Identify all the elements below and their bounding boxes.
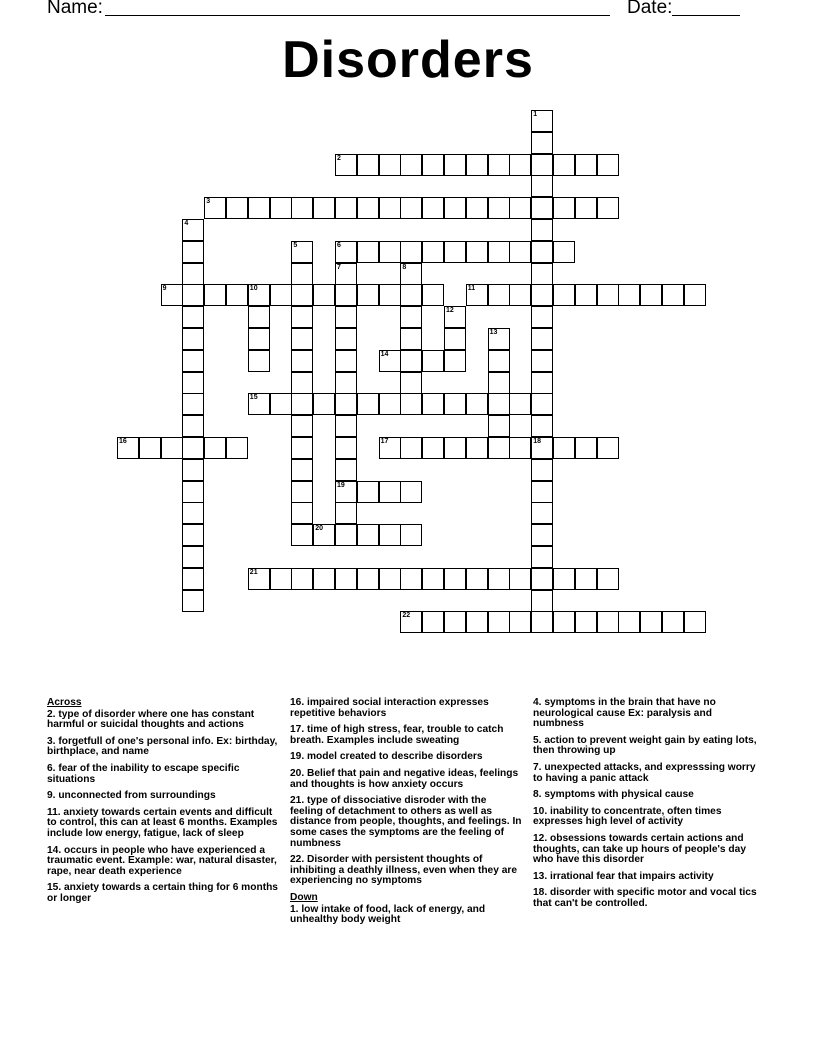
grid-cell[interactable] — [640, 284, 662, 306]
grid-cell[interactable] — [509, 284, 531, 306]
grid-cell[interactable] — [422, 437, 444, 459]
grid-cell[interactable] — [531, 284, 553, 306]
grid-cell[interactable] — [553, 568, 575, 590]
grid-cell[interactable] — [597, 197, 619, 219]
clue: 22. Disorder with persistent thoughts of inhibiting a deathly illness, even when they are experiencing no symptoms — [290, 854, 518, 887]
clue-number: 20 — [315, 525, 323, 533]
grid-cell[interactable] — [531, 481, 553, 503]
grid-cell[interactable] — [531, 590, 553, 612]
clue-number: 6 — [337, 241, 341, 249]
grid-cell[interactable] — [597, 611, 619, 633]
clues-column-3 — [533, 698, 765, 916]
grid-cell[interactable] — [291, 263, 313, 285]
grid-cell[interactable] — [204, 197, 226, 219]
clue-number: 19 — [337, 481, 345, 489]
grid-cell[interactable] — [531, 611, 553, 633]
grid-cell[interactable] — [182, 415, 204, 437]
grid-cell[interactable] — [575, 154, 597, 176]
grid-cell[interactable] — [488, 568, 510, 590]
grid-cell[interactable] — [531, 263, 553, 285]
grid-cell[interactable] — [509, 611, 531, 633]
grid-cell[interactable] — [182, 524, 204, 546]
clue: 10. inability to concentrate, often times expresses high level of activity — [533, 805, 722, 828]
clue-number: 11 — [467, 285, 476, 293]
clue: 1. low intake of food, lack of energy, and unhealthy body weight — [290, 903, 486, 926]
grid-cell[interactable] — [531, 372, 553, 394]
grid-cell[interactable] — [182, 263, 204, 285]
grid-cell[interactable] — [488, 611, 510, 633]
grid-cell[interactable] — [488, 393, 510, 415]
grid-cell[interactable] — [379, 524, 401, 546]
grid-cell[interactable] — [444, 241, 466, 263]
grid-cell[interactable] — [182, 393, 204, 415]
grid-cell[interactable] — [444, 197, 466, 219]
grid-cell[interactable] — [640, 611, 662, 633]
grid-cell[interactable] — [466, 611, 488, 633]
grid-cell[interactable] — [270, 284, 292, 306]
grid-cell[interactable] — [335, 568, 357, 590]
clue-number: 14 — [380, 350, 389, 358]
grid-cell[interactable] — [335, 437, 357, 459]
grid-cell[interactable] — [357, 568, 379, 590]
grid-cell[interactable] — [182, 284, 204, 306]
grid-cell[interactable] — [335, 197, 357, 219]
grid-cell[interactable] — [531, 197, 553, 219]
grid-cell[interactable] — [226, 437, 248, 459]
grid-cell[interactable] — [335, 481, 357, 503]
clue: 20. Belief that pain and negative ideas, feelings and thoughts is how anxiety occurs — [290, 767, 519, 790]
grid-cell[interactable] — [313, 524, 335, 546]
grid-cell[interactable] — [531, 110, 553, 132]
grid-cell[interactable] — [335, 350, 357, 372]
grid-cell[interactable] — [248, 306, 270, 328]
clue-number: 10 — [249, 285, 258, 293]
grid-cell[interactable] — [400, 197, 422, 219]
grid-cell[interactable] — [400, 611, 422, 633]
grid-cell[interactable] — [618, 284, 640, 306]
grid-cell[interactable] — [357, 524, 379, 546]
grid-cell[interactable] — [422, 154, 444, 176]
grid-cell[interactable] — [182, 306, 204, 328]
grid-cell[interactable] — [182, 459, 204, 481]
grid-cell[interactable] — [531, 306, 553, 328]
grid-cell[interactable] — [553, 154, 575, 176]
grid-cell[interactable] — [466, 437, 488, 459]
grid-cell[interactable] — [400, 306, 422, 328]
grid-cell[interactable] — [379, 197, 401, 219]
grid-cell[interactable] — [291, 350, 313, 372]
grid-cell[interactable] — [422, 393, 444, 415]
grid-cell[interactable] — [182, 328, 204, 350]
grid-cell[interactable] — [182, 437, 204, 459]
clue: 7. unexpected attacks, and expresssing worry to having a panic attack — [533, 761, 756, 784]
grid-cell[interactable] — [531, 393, 553, 415]
grid-cell[interactable] — [488, 154, 510, 176]
grid-cell[interactable] — [422, 284, 444, 306]
grid-cell[interactable] — [182, 219, 204, 241]
grid-cell[interactable] — [422, 197, 444, 219]
clue-number: 21 — [249, 568, 258, 576]
grid-cell[interactable] — [182, 350, 204, 372]
grid-cell[interactable] — [400, 284, 422, 306]
grid-cell[interactable] — [575, 284, 597, 306]
clue: 4. symptoms in the brain that have no neurological cause Ex: paralysis and numbness — [533, 697, 716, 730]
grid-cell[interactable] — [488, 197, 510, 219]
grid-cell[interactable] — [204, 284, 226, 306]
grid-cell[interactable] — [422, 611, 444, 633]
grid-cell[interactable] — [466, 568, 488, 590]
grid-cell[interactable] — [444, 437, 466, 459]
clue: 15. anxiety towards a certain thing for 6 months or longer — [47, 882, 278, 904]
grid-cell[interactable] — [335, 459, 357, 481]
grid-cell[interactable] — [597, 437, 619, 459]
grid-cell[interactable] — [597, 568, 619, 590]
grid-cell[interactable] — [509, 393, 531, 415]
grid-cell[interactable] — [531, 524, 553, 546]
grid-cell[interactable] — [313, 197, 335, 219]
grid-cell[interactable] — [357, 284, 379, 306]
grid-cell[interactable] — [182, 590, 204, 612]
grid-cell[interactable] — [313, 284, 335, 306]
grid-cell[interactable] — [597, 284, 619, 306]
grid-cell[interactable] — [313, 393, 335, 415]
grid-cell[interactable] — [553, 241, 575, 263]
grid-cell[interactable] — [357, 481, 379, 503]
grid-cell[interactable] — [335, 154, 357, 176]
grid-cell[interactable] — [509, 154, 531, 176]
grid-cell[interactable] — [662, 284, 684, 306]
clue: 21. type of dissociative disroder with the feeling of detachment to others as well as distance from people, thoughts, and feelings. In some cases the symptoms are the feeling of numbness — [290, 795, 522, 849]
grid-cell[interactable] — [488, 284, 510, 306]
grid-cell[interactable] — [466, 241, 488, 263]
clue: 16. impaired social interaction expresses repetitive behaviors — [290, 697, 489, 719]
clue: 3. forgetfull of one's personal info. Ex: birthday, birthplace, and name — [47, 735, 278, 758]
grid-cell[interactable] — [531, 241, 553, 263]
grid-cell[interactable] — [466, 393, 488, 415]
grid-cell[interactable] — [575, 568, 597, 590]
grid-cell[interactable] — [553, 284, 575, 306]
grid-cell[interactable] — [379, 481, 401, 503]
grid-cell[interactable] — [531, 350, 553, 372]
grid-cell[interactable] — [488, 328, 510, 350]
grid-cell[interactable] — [684, 284, 706, 306]
grid-cell[interactable] — [575, 437, 597, 459]
grid-cell[interactable] — [444, 393, 466, 415]
grid-cell[interactable] — [335, 415, 357, 437]
clue-number: 22 — [402, 612, 411, 620]
grid-cell[interactable] — [509, 241, 531, 263]
date-label: Date: — [627, 0, 673, 18]
grid-cell[interactable] — [357, 393, 379, 415]
grid-cell[interactable] — [379, 393, 401, 415]
clue-number: 7 — [337, 263, 341, 271]
grid-cell[interactable] — [444, 328, 466, 350]
grid-cell[interactable] — [531, 437, 553, 459]
grid-cell[interactable] — [488, 415, 510, 437]
grid-cell[interactable] — [488, 372, 510, 394]
grid-cell[interactable] — [270, 393, 292, 415]
grid-cell[interactable] — [291, 393, 313, 415]
grid-cell[interactable] — [291, 524, 313, 546]
grid-cell[interactable] — [444, 611, 466, 633]
grid-cell[interactable] — [444, 154, 466, 176]
grid-cell[interactable] — [400, 263, 422, 285]
clue-number: 1 — [533, 111, 538, 118]
grid-cell[interactable] — [139, 437, 161, 459]
grid-cell[interactable] — [379, 437, 401, 459]
grid-cell[interactable] — [182, 546, 204, 568]
grid-cell[interactable] — [400, 154, 422, 176]
grid-cell[interactable] — [379, 241, 401, 263]
grid-cell[interactable] — [444, 306, 466, 328]
clue: 19. model created to describe disorders — [290, 751, 483, 763]
grid-cell[interactable] — [400, 241, 422, 263]
grid-cell[interactable] — [531, 415, 553, 437]
grid-cell[interactable] — [357, 197, 379, 219]
grid-cell[interactable] — [335, 284, 357, 306]
clue-number: 2 — [337, 154, 341, 162]
grid-cell[interactable] — [117, 437, 139, 459]
grid-cell[interactable] — [531, 546, 553, 568]
grid-cell[interactable] — [400, 437, 422, 459]
grid-cell[interactable] — [531, 459, 553, 481]
grid-cell[interactable] — [553, 197, 575, 219]
grid-cell[interactable] — [400, 328, 422, 350]
grid-cell[interactable] — [575, 197, 597, 219]
grid-cell[interactable] — [335, 393, 357, 415]
grid-cell[interactable] — [553, 437, 575, 459]
grid-cell[interactable] — [291, 372, 313, 394]
grid-cell[interactable] — [357, 241, 379, 263]
clue-number: 17 — [380, 438, 389, 445]
clue: 8. symptoms with physical cause — [533, 789, 694, 801]
grid-cell[interactable] — [531, 175, 553, 197]
grid-cell[interactable] — [182, 372, 204, 394]
grid-cell[interactable] — [379, 350, 401, 372]
grid-cell[interactable] — [248, 350, 270, 372]
grid-cell[interactable] — [422, 568, 444, 590]
grid-cell[interactable] — [270, 568, 292, 590]
clue: 12. obsessions towards certain actions and thoughts, can take up hours of people's day who have this disorder — [533, 832, 746, 866]
grid-cell[interactable] — [248, 328, 270, 350]
grid-cell[interactable] — [553, 611, 575, 633]
grid-cell[interactable] — [335, 372, 357, 394]
grid-cell[interactable] — [400, 350, 422, 372]
grid-cell[interactable] — [400, 372, 422, 394]
grid-cell[interactable] — [509, 437, 531, 459]
grid-cell[interactable] — [291, 437, 313, 459]
grid-cell[interactable] — [291, 306, 313, 328]
grid-cell[interactable] — [291, 459, 313, 481]
grid-cell[interactable] — [335, 524, 357, 546]
name-label: Name: — [47, 0, 103, 18]
clue: 2. type of disorder where one has constant harmful or suicidal thoughts and actions — [47, 708, 255, 731]
clue: 9. unconnected from surroundings — [47, 790, 216, 802]
grid-cell[interactable] — [248, 393, 270, 415]
grid-cell[interactable] — [335, 241, 357, 263]
grid-cell[interactable] — [291, 415, 313, 437]
grid-cell[interactable] — [379, 154, 401, 176]
grid-cell[interactable] — [182, 568, 204, 590]
grid-cell[interactable] — [248, 197, 270, 219]
clue-number: 15 — [249, 394, 258, 402]
grid-cell[interactable] — [400, 568, 422, 590]
grid-cell[interactable] — [335, 263, 357, 285]
grid-cell[interactable] — [466, 197, 488, 219]
clue-number: 18 — [533, 438, 541, 445]
grid-cell[interactable] — [444, 350, 466, 372]
grid-cell[interactable] — [597, 154, 619, 176]
grid-cell[interactable] — [618, 611, 640, 633]
grid-cell[interactable] — [335, 328, 357, 350]
page-title: Disorders — [282, 31, 534, 89]
grid-cell[interactable] — [161, 284, 183, 306]
across-heading: Across — [47, 697, 82, 708]
grid-cell[interactable] — [313, 568, 335, 590]
grid-cell[interactable] — [291, 197, 313, 219]
clues-column-2 — [290, 698, 522, 932]
grid-cell[interactable] — [226, 197, 248, 219]
clue-number: 4 — [184, 220, 189, 227]
grid-cell[interactable] — [291, 568, 313, 590]
clue: 14. occurs in people who have experienced a traumatic event. Example: war, natural disaster, rape, near death experience — [47, 844, 277, 877]
grid-cell[interactable] — [335, 502, 357, 524]
clue: 11. anxiety towards certain events and difficult to control, this can at least 6 months. Examples include low energy, fatigue, lack of sleep — [47, 806, 278, 839]
grid-cell[interactable] — [488, 241, 510, 263]
grid-cell[interactable] — [466, 284, 488, 306]
grid-cell[interactable] — [357, 154, 379, 176]
clue-number: 8 — [402, 263, 407, 271]
grid-cell[interactable] — [422, 241, 444, 263]
grid-cell[interactable] — [531, 328, 553, 350]
grid-cell[interactable] — [291, 241, 313, 263]
grid-cell[interactable] — [684, 611, 706, 633]
grid-cell[interactable] — [466, 154, 488, 176]
grid-cell[interactable] — [662, 611, 684, 633]
clue-number: 9 — [162, 285, 167, 293]
clue: 5. action to prevent weight gain by eating lots, then throwing up — [533, 734, 757, 757]
clue: 18. disorder with specific motor and vocal tics that can't be controlled. — [533, 887, 757, 909]
grid-cell[interactable] — [248, 568, 270, 590]
grid-cell[interactable] — [291, 328, 313, 350]
grid-cell[interactable] — [509, 197, 531, 219]
clue: 17. time of high stress, fear, trouble to catch breath. Examples include sweating — [290, 724, 504, 746]
grid-cell[interactable] — [531, 219, 553, 241]
grid-cell[interactable] — [291, 502, 313, 524]
grid-cell[interactable] — [509, 568, 531, 590]
grid-cell[interactable] — [204, 437, 226, 459]
grid-cell[interactable] — [379, 568, 401, 590]
grid-cell[interactable] — [488, 437, 510, 459]
grid-cell[interactable] — [531, 568, 553, 590]
grid-cell[interactable] — [335, 306, 357, 328]
grid-cell[interactable] — [161, 437, 183, 459]
grid-cell[interactable] — [400, 524, 422, 546]
clue-number: 3 — [206, 198, 211, 206]
clue: 6. fear of the inability to escape specific situations — [47, 762, 240, 785]
grid-cell[interactable] — [182, 502, 204, 524]
clue: 13. irrational fear that impairs activity — [533, 870, 714, 882]
grid-cell[interactable] — [400, 481, 422, 503]
grid-cell[interactable] — [270, 197, 292, 219]
grid-cell[interactable] — [531, 132, 553, 154]
grid-cell[interactable] — [291, 284, 313, 306]
grid-cell[interactable] — [248, 284, 270, 306]
grid-cell[interactable] — [182, 481, 204, 503]
clue-number: 13 — [489, 329, 498, 336]
clues-column-1 — [47, 698, 279, 911]
grid-cell[interactable] — [531, 154, 553, 176]
grid-cell[interactable] — [488, 350, 510, 372]
grid-cell[interactable] — [531, 502, 553, 524]
grid-cell[interactable] — [226, 284, 248, 306]
down-heading: Down — [290, 891, 318, 903]
grid-cell[interactable] — [444, 568, 466, 590]
grid-cell[interactable] — [575, 611, 597, 633]
clue-number: 5 — [293, 241, 298, 249]
grid-cell[interactable] — [182, 241, 204, 263]
grid-cell[interactable] — [422, 350, 444, 372]
clue-number: 16 — [119, 438, 127, 445]
grid-cell[interactable] — [379, 284, 401, 306]
grid-cell[interactable] — [291, 481, 313, 503]
clue-number: 12 — [446, 307, 454, 315]
grid-cell[interactable] — [400, 393, 422, 415]
